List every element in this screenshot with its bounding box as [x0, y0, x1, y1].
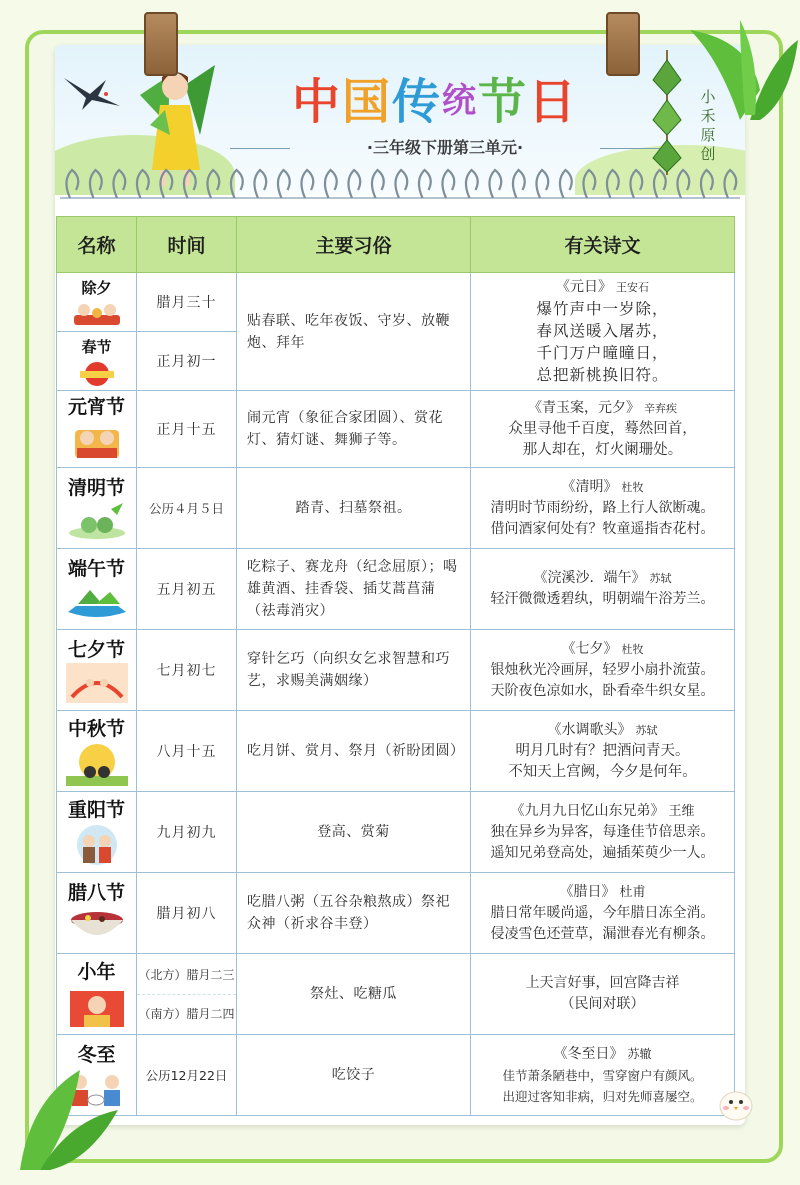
spiral-ring: [583, 170, 595, 198]
spiral-ring: [325, 170, 337, 198]
festival-customs: 吃腊八粥（五谷杂粮熬成）祭祀众神（祈求谷丰登）: [237, 873, 471, 954]
mid-autumn-moon-illustration: [66, 742, 128, 786]
festival-time: 公历12月22日: [137, 1035, 237, 1116]
poem-title-text: 《九月九日忆山东兄弟》: [510, 802, 665, 819]
poem-author: 苏轼: [649, 572, 672, 585]
table-row: [57, 630, 735, 711]
festival-name: 冬至: [77, 1044, 116, 1066]
festival-time: （南方）腊月二四: [138, 1006, 235, 1021]
lantern-festival-illustration: [69, 420, 125, 464]
leaf-decoration: [10, 1060, 120, 1170]
subtitle-divider: [230, 148, 290, 149]
festival-name: 腊八节: [67, 882, 125, 904]
festival-customs: 祭灶、吃糖瓜: [237, 954, 471, 1035]
festival-poem: [471, 954, 735, 1035]
table-row: [57, 549, 735, 630]
spiral-ring: [160, 170, 172, 198]
festival-name-cell: [57, 391, 137, 468]
festival-name-cell: [57, 468, 137, 549]
table-row: [57, 954, 735, 1035]
poem-title-text: 《七夕》: [561, 640, 618, 657]
qingming-illustration: [67, 501, 127, 541]
new-year-eve-dinner-illustration: [70, 301, 124, 329]
festival-name: 清明节: [67, 477, 125, 499]
poem-title-text: 《腊日》: [559, 883, 616, 900]
poem-line: 轻汗微微透碧纨，明朝端午浴芳兰。: [490, 591, 715, 607]
spiral-ring: [677, 170, 689, 198]
column-header-poems: 有关诗文: [471, 217, 735, 273]
poem-line: 借问酒家何处有？牧童遥指杏花村。: [490, 520, 715, 537]
festival-name-cell: [57, 332, 137, 391]
table-row: [57, 873, 735, 954]
festival-name-cell: [57, 954, 137, 1035]
table-header-row: [57, 217, 735, 273]
poem-line: 那人却在，灯火阑珊处。: [522, 441, 683, 458]
festival-poem: [471, 273, 735, 391]
festival-customs: 吃粽子、赛龙舟（纪念屈原）；喝雄黄酒、挂香袋、插艾蒿菖蒲（祛毒消灾）: [237, 549, 471, 630]
original-stamp: 小禾原创: [700, 88, 716, 163]
poem-title: [477, 477, 728, 498]
title-char: 日: [528, 73, 579, 130]
festival-customs: 吃饺子: [237, 1035, 471, 1116]
spiral-ring: [113, 170, 125, 198]
spiral-ring: [466, 170, 478, 198]
poem-author: 杜牧: [621, 642, 644, 656]
poem-line: 侵凌雪色还萱草，漏泄春光有柳条。: [490, 925, 715, 942]
title-char: 中: [291, 73, 342, 130]
spiral-ring: [419, 170, 431, 198]
festival-customs: 穿针乞巧（向织女乞求智慧和巧艺，求赐美满姻缘）: [237, 630, 471, 711]
page-title: [250, 62, 620, 132]
table-row: [57, 711, 735, 792]
poem-line: 上天言好事，回宫降吉祥: [525, 975, 680, 991]
spiral-ring: [560, 170, 572, 198]
poem-line: 爆竹声中一岁除，: [536, 300, 669, 318]
spiral-binding: [60, 160, 740, 210]
festival-time: 五月初五: [137, 549, 237, 630]
poem-title: [477, 398, 728, 419]
spiral-ring: [701, 170, 713, 198]
swallow-icon: [62, 72, 122, 112]
festival-name-cell: [57, 711, 137, 792]
poem-title: [477, 639, 728, 660]
festival-poem: [471, 468, 735, 549]
poem-line: 清明时节雨纷纷，路上行人欲断魂。: [490, 499, 715, 516]
double-ninth-illustration: [69, 823, 125, 867]
festival-name-cell: [57, 549, 137, 630]
spiral-ring: [536, 170, 548, 198]
festival-name: 小年: [77, 961, 116, 983]
poem-line: 独在异乡为异客，每逢佳节倍思亲。: [490, 823, 715, 840]
festival-name: 元宵节: [67, 396, 125, 418]
poem-line: 遥知兄弟登高处，遍插茱萸少一人。: [490, 844, 715, 861]
table-row: [57, 792, 735, 873]
poem-line: 天阶夜色凉如水，卧看牵牛织女星。: [490, 682, 715, 699]
spiral-ring: [207, 170, 219, 198]
poem-title: [477, 720, 728, 741]
poem-line: 出迎过客知非病，归对先师喜屡空。: [502, 1088, 703, 1104]
spiral-ring: [513, 170, 525, 198]
poem-author: 辛弃疾: [644, 401, 677, 415]
festival-time: 七月初七: [137, 630, 237, 711]
poem-title: [477, 277, 728, 298]
spiral-ring: [724, 170, 736, 198]
festival-customs: 踏青、扫墓祭祖。: [237, 468, 471, 549]
poem-title: [477, 1044, 728, 1065]
poem-author: 王维: [668, 803, 695, 819]
spiral-ring: [254, 170, 266, 198]
chick-icon: [716, 1082, 756, 1122]
festival-customs: 吃月饼、赏月、祭月（祈盼团圆）: [237, 711, 471, 792]
spiral-ring: [654, 170, 666, 198]
poem-line: 众里寻他千百度，蓦然回首，: [508, 420, 697, 437]
poem-title: [477, 801, 728, 822]
table-row: [57, 273, 735, 332]
spiral-ring: [442, 170, 454, 198]
wooden-clip: [606, 12, 640, 76]
festival-poem: [471, 1035, 735, 1116]
poem-title-text: 《青玉案，元夕》: [528, 399, 640, 416]
table-row: [57, 1035, 735, 1116]
spiral-ring: [278, 170, 290, 198]
spiral-ring: [348, 170, 360, 198]
title-char: 传: [391, 73, 442, 130]
festival-time: 九月初九: [137, 792, 237, 873]
spiral-ring: [301, 170, 313, 198]
title-char: 国: [341, 73, 392, 130]
table-row: [57, 468, 735, 549]
festival-name: 除夕: [81, 279, 112, 297]
spiral-ring: [66, 170, 78, 198]
festival-customs: 闹元宵（象征合家团圆）、赏花灯、猜灯谜、舞狮子等。: [237, 391, 471, 468]
festival-time: 八月十五: [137, 711, 237, 792]
poem-title-text: 《元日》: [556, 279, 612, 295]
column-header-name: 名称: [57, 217, 137, 273]
spiral-ring: [90, 170, 102, 198]
poem-line: 腊日常年暖尚遥，今年腊日冻全消。: [490, 904, 715, 921]
poem-author: 王安石: [616, 281, 649, 294]
spiral-ring: [630, 170, 642, 198]
poem-line: 春风送暖入屠苏，: [536, 322, 669, 340]
festival-name-cell: [57, 273, 137, 332]
festival-poem: [471, 873, 735, 954]
festival-table: [56, 216, 735, 1116]
page-subtitle: ·三年级下册第三单元·: [366, 138, 524, 157]
poem-title-text: 《水调歌头》: [547, 721, 632, 738]
spiral-ring: [395, 170, 407, 198]
festival-time: 腊月初八: [137, 873, 237, 954]
poem-line: 总把新桃换旧符。: [536, 366, 669, 384]
festival-poem: [471, 711, 735, 792]
spiral-ring: [231, 170, 243, 198]
poem-title-text: 《浣溪沙．端午》: [533, 570, 646, 586]
festival-time: 腊月三十: [137, 273, 237, 332]
title-char: 节: [478, 73, 529, 130]
table-row: [57, 391, 735, 468]
festival-name: 中秋节: [67, 718, 125, 740]
poem-author: 苏辙: [627, 1046, 652, 1061]
spiral-ring: [137, 170, 149, 198]
poem-author: 苏轼: [635, 723, 658, 737]
festival-time: 公历４月５日: [137, 468, 237, 549]
festival-time: （北方）腊月二三: [137, 956, 236, 995]
kitchen-god-illustration: [66, 985, 128, 1029]
festival-name: 七夕节: [67, 639, 125, 661]
festival-name: 重阳节: [67, 799, 125, 821]
spiral-ring: [607, 170, 619, 198]
festival-name: 端午节: [67, 558, 125, 580]
dragon-boat-illustration: [66, 582, 128, 622]
festival-name-cell: [57, 630, 137, 711]
festival-poem: [471, 391, 735, 468]
festival-name-cell: [57, 792, 137, 873]
title-char: 统: [442, 80, 478, 121]
column-header-time: 时间: [137, 217, 237, 273]
wooden-clip: [144, 12, 178, 76]
festival-name: 春节: [81, 338, 112, 356]
column-header-customs: 主要习俗: [237, 217, 471, 273]
festival-poem: [471, 792, 735, 873]
poem-line: 明月几时有？把酒问青天。: [515, 742, 690, 759]
laba-porridge-illustration: [66, 906, 128, 946]
festival-time: 正月初一: [137, 332, 237, 391]
poem-author: 杜甫: [619, 884, 646, 900]
poem-line: 千门万户曈曈日，: [536, 344, 669, 362]
festival-name-cell: [57, 873, 137, 954]
festival-poem: [471, 549, 735, 630]
qixi-bridge-illustration: [66, 663, 128, 703]
spiral-ring: [184, 170, 196, 198]
festival-time-cell: [137, 954, 237, 1035]
spiral-ring: [489, 170, 501, 198]
poem-title-text: 《冬至日》: [553, 1045, 624, 1062]
poem-title-text: 《清明》: [561, 478, 618, 495]
festival-time: 正月十五: [137, 391, 237, 468]
spiral-ring: [372, 170, 384, 198]
poem-line: （民间对联）: [560, 996, 645, 1012]
festival-customs: 贴春联、吃年夜饭、守岁、放鞭炮、拜年: [237, 273, 471, 391]
festival-customs: 登高、赏菊: [237, 792, 471, 873]
poem-line: 佳节萧条陋巷中，雪穿窗户有颜风。: [502, 1067, 703, 1083]
poem-line: 银烛秋光冷画屏，轻罗小扇扑流萤。: [490, 661, 715, 678]
festival-poem: [471, 630, 735, 711]
poem-title: [477, 882, 728, 903]
poem-author: 杜牧: [621, 480, 644, 494]
spring-festival-illustration: [70, 360, 124, 388]
poem-line: 不知天上宫阙，今夕是何年。: [508, 763, 697, 780]
poem-title: [477, 568, 728, 589]
